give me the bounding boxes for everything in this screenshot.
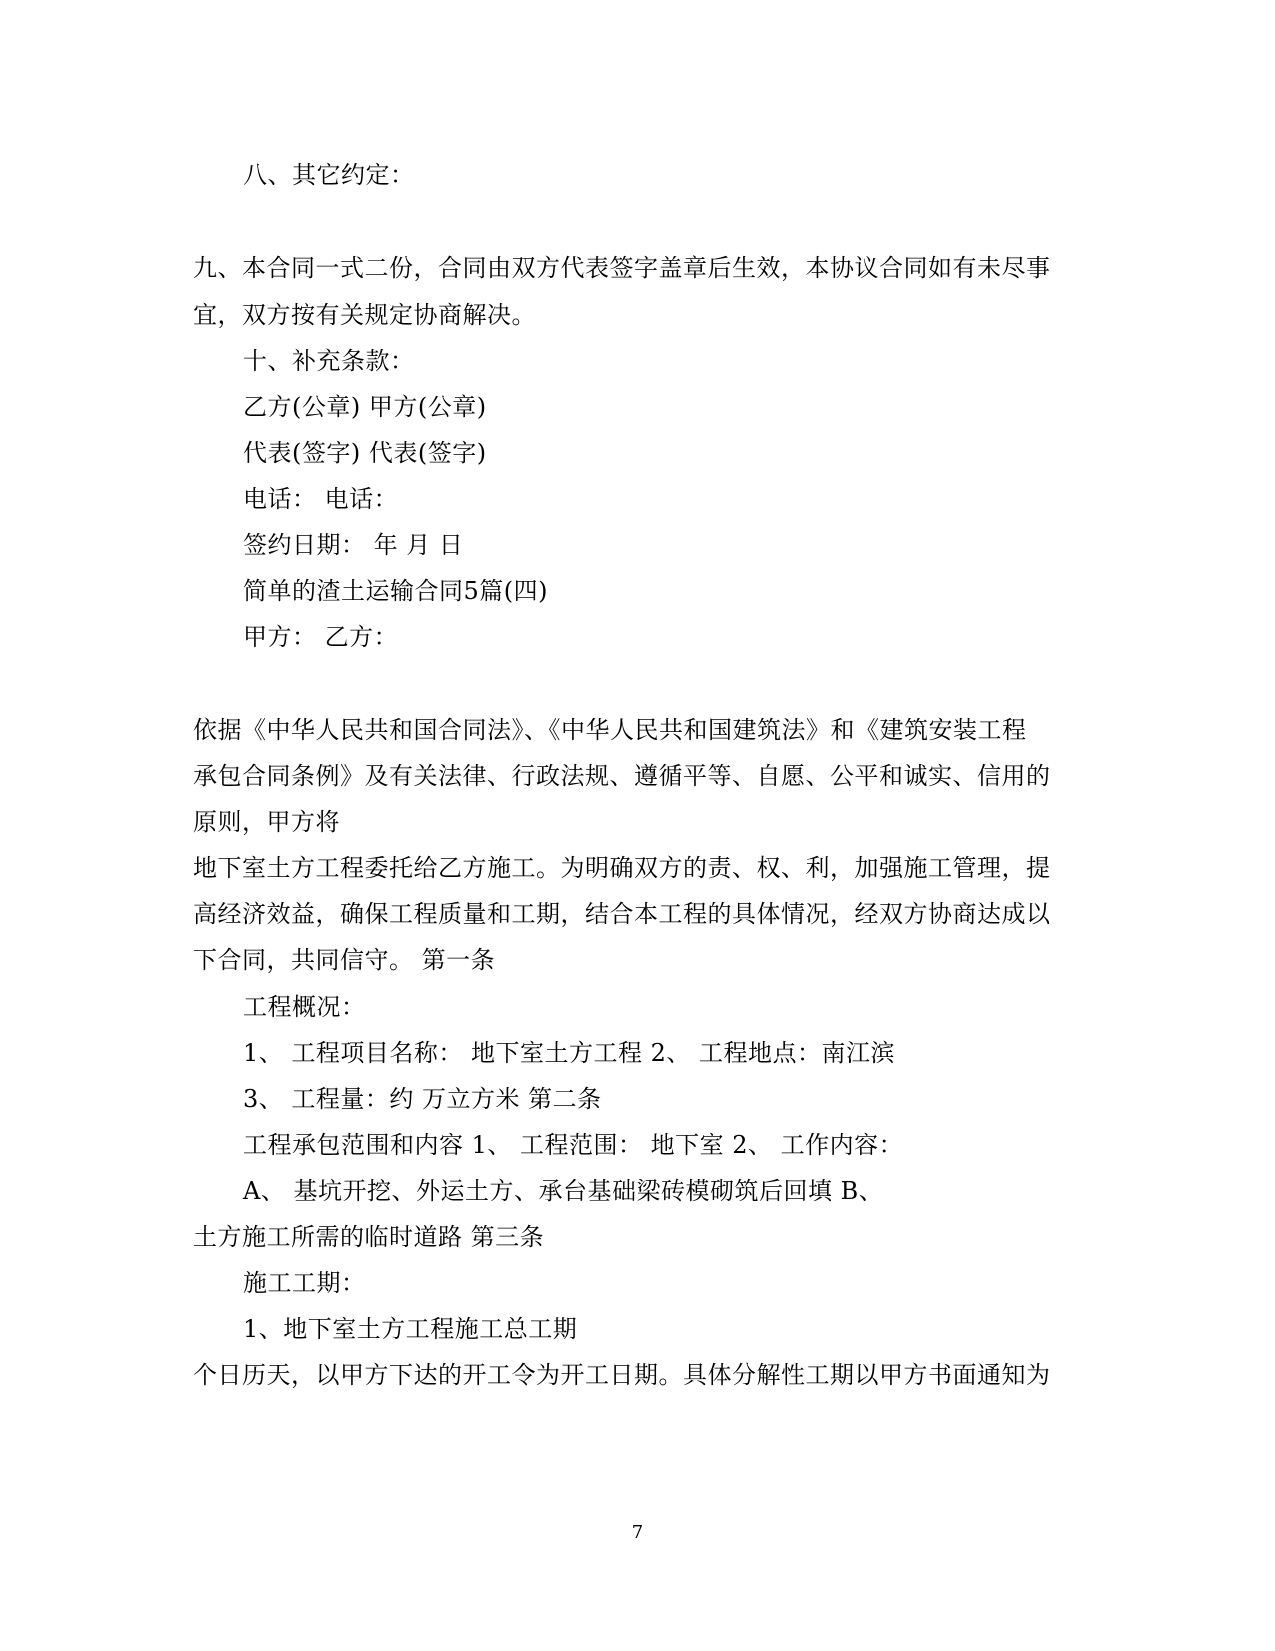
article-1-item-1: 1、 工程项目名称： 地下室土方工程 2、 工程地点：南江滨 [243, 1039, 896, 1067]
article-2-heading: 工程承包范围和内容 1、 工程范围： 地下室 2、 工作内容： [243, 1131, 904, 1159]
article-1-heading: 工程概况： [243, 993, 366, 1021]
clause-9-line-2: 宜，双方按有关规定协商解决。 [193, 301, 536, 329]
section-title: 简单的渣土运输合同5篇(四) [243, 577, 548, 605]
preamble-line-1: 依据《中华人民共和国合同法》、《中华人民共和国建筑法》和《建筑安装工程 [193, 716, 1027, 744]
sign-date-line: 签约日期： 年 月 日 [243, 531, 464, 559]
preamble-line-3: 原则，甲方将 [193, 808, 340, 836]
seal-line: 乙方(公章) 甲方(公章) [243, 393, 487, 421]
clause-10-heading: 十、补充条款： [243, 347, 415, 375]
preamble-line-6: 下合同，共同信守。 第一条 [193, 946, 496, 974]
parties-line: 甲方： 乙方： [243, 623, 399, 651]
phone-line: 电话： 电话： [243, 485, 399, 513]
article-3-heading: 施工工期： [243, 1269, 366, 1297]
signature-line: 代表(签字) 代表(签字) [243, 439, 487, 467]
preamble-line-2: 承包合同条例》及有关法律、行政法规、遵循平等、自愿、公平和诚实、信用的 [193, 762, 1051, 790]
page-number: 7 [631, 1522, 644, 1543]
preamble-line-5: 高经济效益，确保工程质量和工期，结合本工程的具体情况，经双方协商达成以 [193, 900, 1051, 928]
article-1-item-3: 3、 工程量：约 万立方米 第二条 [243, 1085, 602, 1113]
article-3-item-1: 1、地下室土方工程施工总工期 [243, 1315, 578, 1343]
article-2-item-a: A、 基坑开挖、外运土方、承台基础梁砖模砌筑后回填 B、 [243, 1177, 884, 1205]
article-2-item-b: 土方施工所需的临时道路 第三条 [193, 1223, 545, 1251]
clause-9-line-1: 九、本合同一式二份，合同由双方代表签字盖章后生效，本协议合同如有未尽事 [193, 254, 1051, 282]
article-3-item-1-cont: 个日历天，以甲方下达的开工令为开工日期。具体分解性工期以甲方书面通知为 [193, 1361, 1051, 1389]
clause-8-heading: 八、其它约定： [243, 161, 415, 189]
preamble-line-4: 地下室土方工程委托给乙方施工。为明确双方的责、权、利，加强施工管理，提 [193, 854, 1051, 882]
